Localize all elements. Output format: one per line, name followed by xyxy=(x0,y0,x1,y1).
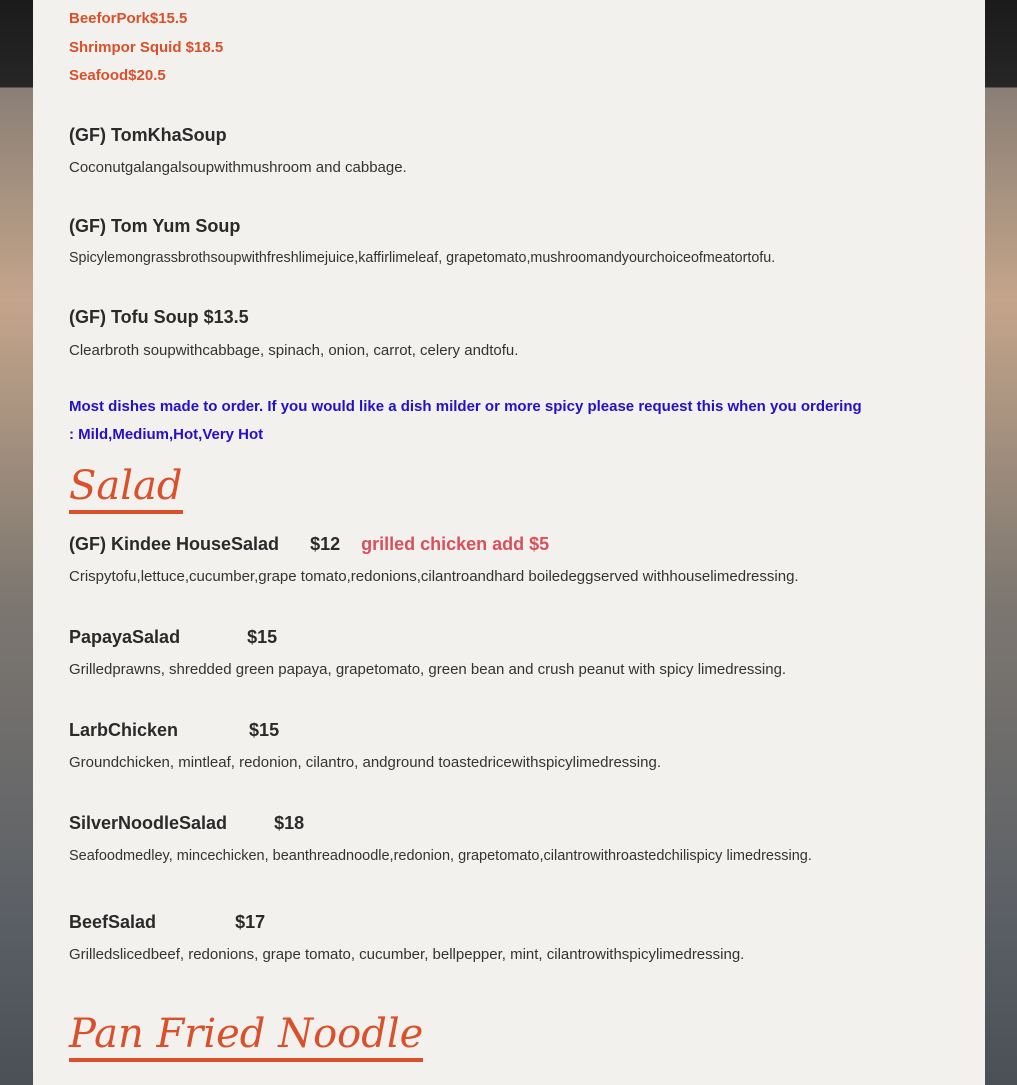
salad-name: LarbChicken xyxy=(69,720,179,740)
salad-price: $15 xyxy=(247,627,278,647)
salad-extra: grilled chicken add $5 xyxy=(361,534,550,554)
soup-option: Shrimpor Squid $18.5 xyxy=(69,39,224,56)
salad-desc: Groundchicken, mintleaf, redonion, cilantro, andground toastedricewithspicylimedressing. xyxy=(69,754,661,771)
salad-item xyxy=(69,813,304,834)
soup-option: Seafood$20.5 xyxy=(69,67,166,84)
salad-name: SilverNoodleSalad xyxy=(69,813,228,833)
menu-panel xyxy=(33,0,985,1085)
salad-price: $18 xyxy=(274,813,305,833)
salad-item xyxy=(69,534,549,555)
section-heading-pan-fried-noodle: Pan Fried Noodle xyxy=(69,1012,423,1062)
salad-item xyxy=(69,912,265,933)
salad-name: BeefSalad xyxy=(69,912,157,932)
salad-price: $15 xyxy=(249,720,280,740)
salad-item xyxy=(69,627,277,648)
soup-desc: Clearbroth soupwithcabbage, spinach, onion, carrot, celery andtofu. xyxy=(69,342,519,359)
salad-desc: Grilledprawns, shredded green papaya, grapetomato, green bean and crush peanut with spicy limedressing. xyxy=(69,661,787,678)
section-heading-salad: Salad xyxy=(69,464,183,514)
salad-desc: Seafoodmedley, mincechicken, beanthreadnoodle,redonion, grapetomato,cilantrowithroastedchilispicy limedressing. xyxy=(69,848,812,864)
soup-option: BeeforPork$15.5 xyxy=(69,10,188,27)
salad-name: (GF) Kindee HouseSalad xyxy=(69,534,280,554)
salad-price: $12 xyxy=(310,534,341,554)
salad-item xyxy=(69,720,279,741)
soup-desc: Spicylemongrassbrothsoupwithfreshlimejuice,kaffirlimeleaf, grapetomato,mushroomandyourchoiceofmeatortofu. xyxy=(69,250,776,266)
soup-name: (GF) TomKhaSoup xyxy=(69,125,227,145)
salad-desc: Crispytofu,lettuce,cucumber,grape tomato,redonions,cilantroandhard boiledeggserved withhouselimedressing. xyxy=(69,568,799,585)
salad-name: PapayaSalad xyxy=(69,627,181,647)
salad-price: $17 xyxy=(235,912,266,932)
spice-note: Most dishes made to order. If you would like a dish milder or more spicy please request this when you ordering : Mild,Medium,Hot,Very Hot xyxy=(69,398,862,443)
salad-desc: Grilledslicedbeef, redonions, grape tomato, cucumber, bellpepper, mint, cilantrowithspicylimedressing. xyxy=(69,946,745,963)
soup-name: (GF) Tofu Soup $13.5 xyxy=(69,307,249,327)
soup-name: (GF) Tom Yum Soup xyxy=(69,216,241,236)
soup-desc: Coconutgalangalsoupwithmushroom and cabbage. xyxy=(69,159,407,176)
